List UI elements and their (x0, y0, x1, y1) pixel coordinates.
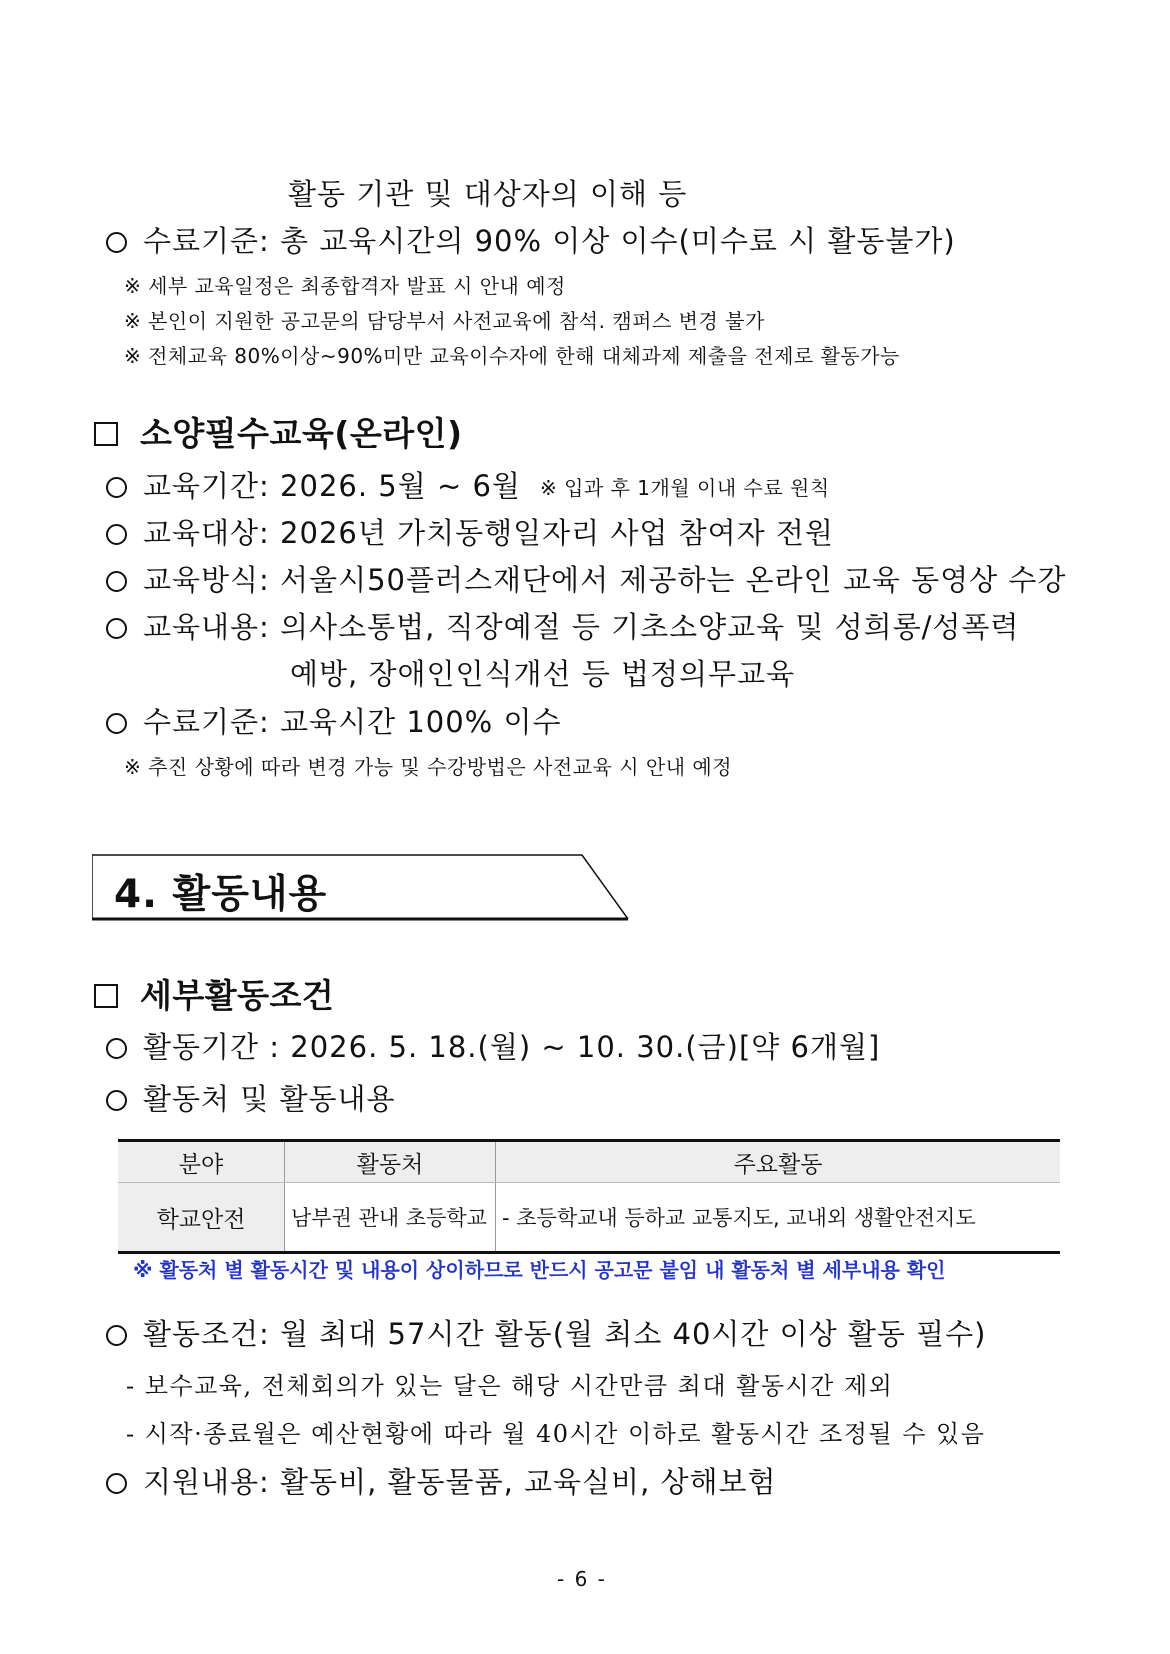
note-schedule: ※ 세부 교육일정은 최종합격자 발표 시 안내 예정 (124, 274, 566, 298)
circle-bullet-icon (106, 1090, 127, 1111)
circle-bullet-icon (106, 1473, 127, 1494)
detail-heading: 세부활동조건 (94, 970, 334, 1017)
online-note: ※ 추진 상황에 따라 변경 가능 및 수강방법은 사전교육 시 안내 예정 (124, 755, 733, 779)
square-bullet-icon (94, 984, 118, 1008)
circle-bullet-icon (106, 477, 127, 498)
table-note: ※ 활동처 별 활동시간 및 내용이 상이하므로 반드시 공고문 붙임 내 활동처 별 세부내용 확인 (133, 1258, 946, 1282)
activity-period: 활동기간 : 2026. 5. 18.(월) ~ 10. 30.(금)[약 6개월] (106, 1025, 880, 1066)
table-cell-main-activity: - 초등학교내 등하교 교통지도, 교내외 생활안전지도 (496, 1183, 1061, 1253)
table-row (118, 1183, 1060, 1253)
section-banner (92, 853, 632, 923)
online-education-heading: 소양필수교육(온라인) (94, 408, 463, 455)
table-header-field: 분야 (118, 1141, 285, 1183)
education-content-continuation: 활동 기관 및 대상자의 이해 등 (288, 177, 688, 211)
online-education-target: 교육대상: 2026년 가치동행일자리 사업 참여자 전원 (106, 511, 834, 552)
note-department: ※ 본인이 지원한 공고문의 담당부서 사전교육에 참석. 캠퍼스 변경 불가 (124, 309, 765, 333)
circle-bullet-icon (106, 618, 127, 639)
table-header-place: 활동처 (285, 1141, 496, 1183)
support-content: 지원내용: 활동비, 활동물품, 교육실비, 상해보험 (106, 1460, 777, 1501)
circle-bullet-icon (106, 1325, 127, 1346)
period-note: ※ 입과 후 1개월 이내 수료 원칙 (540, 476, 830, 500)
circle-bullet-icon (106, 713, 127, 734)
section-title: 4. 활동내용 (114, 872, 328, 917)
completion-criteria: 수료기준: 총 교육시간의 90% 이상 이수(미수료 시 활동불가) (106, 219, 956, 260)
condition-item-1: - 보수교육, 전체회의가 있는 달은 해당 시간만큼 최대 활동시간 제외 (126, 1372, 894, 1400)
note-alternative-task: ※ 전체교육 80%이상~90%미만 교육이수자에 한해 대체과제 제출을 전제로 활동가능 (124, 344, 900, 368)
square-bullet-icon (94, 422, 118, 446)
page-number: - 6 - (557, 1567, 607, 1591)
table-header-row (118, 1141, 1060, 1183)
activity-table (118, 1139, 1060, 1254)
online-education-content-line2: 예방, 장애인인식개선 등 법정의무교육 (290, 657, 796, 691)
activity-places-label: 활동처 및 활동내용 (106, 1077, 396, 1118)
circle-bullet-icon (106, 1038, 127, 1059)
circle-bullet-icon (106, 232, 127, 253)
circle-bullet-icon (106, 571, 127, 592)
activity-conditions: 활동조건: 월 최대 57시간 활동(월 최소 40시간 이상 활동 필수) (106, 1312, 986, 1353)
condition-item-2: - 시작·종료월은 예산현황에 따라 월 40시간 이하로 활동시간 조정될 수 있음 (126, 1420, 986, 1448)
online-education-method: 교육방식: 서울시50플러스재단에서 제공하는 온라인 교육 동영상 수강 (106, 558, 1066, 599)
table-cell-place: 남부권 관내 초등학교 (285, 1183, 496, 1253)
online-education-period: 교육기간: 2026. 5월 ~ 6월 (106, 464, 521, 505)
online-education-content: 교육내용: 의사소통법, 직장예절 등 기초소양교육 및 성희롱/성폭력 (106, 605, 1019, 646)
circle-bullet-icon (106, 524, 127, 545)
online-completion-criteria: 수료기준: 교육시간 100% 이수 (106, 700, 561, 741)
table-header-main-activity: 주요활동 (496, 1141, 1061, 1183)
table-cell-field: 학교안전 (118, 1183, 285, 1253)
